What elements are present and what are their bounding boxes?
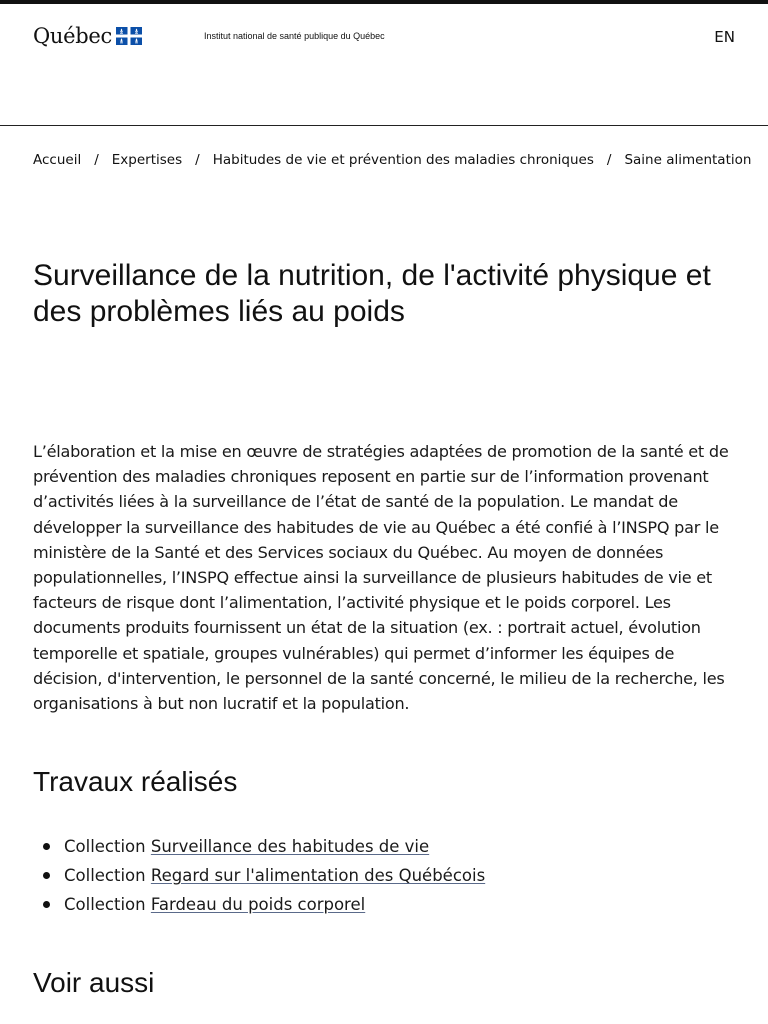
see-also-section-title: Voir aussi (33, 967, 155, 998)
list-item (33, 890, 485, 919)
breadcrumb-item-habitudes-de-vie[interactable]: Habitudes de vie et prévention des maladies chroniques (212, 152, 594, 168)
works-list (33, 832, 485, 919)
breadcrumb-item-accueil[interactable]: Accueil (33, 152, 82, 168)
list-item-prefix: Collection (64, 866, 146, 885)
link-fardeau-poids-corporel[interactable]: Fardeau du poids corporel (150, 895, 366, 914)
bullet-icon (43, 872, 50, 879)
breadcrumb (33, 152, 752, 168)
breadcrumb-separator: / (195, 152, 200, 168)
works-section-title: Travaux réalisés (33, 766, 238, 797)
link-surveillance-habitudes-de-vie[interactable]: Surveillance des habitudes de vie (150, 837, 430, 856)
quebec-flag-icon (116, 27, 142, 45)
site-header (0, 4, 768, 126)
bullet-icon (43, 843, 50, 850)
list-item (33, 861, 485, 890)
quebec-logo-link[interactable] (33, 24, 142, 48)
intro-paragraph: L’élaboration et la mise en œuvre de stratégies adaptées de promotion de la santé et de prévention des maladies chroniques reposent en partie sur de l’information provenant d’activités liées à la surveillance de l’état de santé de la population. Le mandat de développer la surveillance des habitudes de vie au Québec a été confié à l’INSPQ par le ministère de la Santé et des Services sociaux du Québec. Au moyen de données populationnelles, l’INSPQ effectue ainsi la surveillance de plusieurs habitudes de vie et facteurs de risque dont l’alimentation, l’activité physique et le poids corporel. Les documents produits fournissent un état de la situation (ex. : portrait actuel, évolution temporelle et spatiale, groupes vulnérables) qui permet d’informer les équipes de décision, d'intervention, le personnel de la santé concerné, le milieu de la recherche, les organisations à but non lucratif et la population. (33, 442, 729, 714)
institute-name: Institut national de santé publique du Québec (204, 31, 385, 41)
list-item-prefix: Collection (64, 837, 146, 856)
breadcrumb-separator: / (94, 152, 99, 168)
breadcrumb-separator: / (606, 152, 612, 168)
list-item (33, 832, 485, 861)
breadcrumb-item-expertises[interactable]: Expertises (111, 152, 183, 168)
link-regard-alimentation[interactable]: Regard sur l'alimentation des Québécois (150, 866, 486, 885)
breadcrumb-item-saine-alimentation[interactable]: Saine alimentation (624, 152, 752, 168)
logo-text: Québec (33, 24, 113, 48)
bullet-icon (43, 901, 50, 908)
list-item-prefix: Collection (64, 895, 146, 914)
page-title: Surveillance de la nutrition, de l'activité physique et des problèmes liés au poids (33, 259, 711, 328)
language-switch-link[interactable]: EN (714, 28, 735, 46)
